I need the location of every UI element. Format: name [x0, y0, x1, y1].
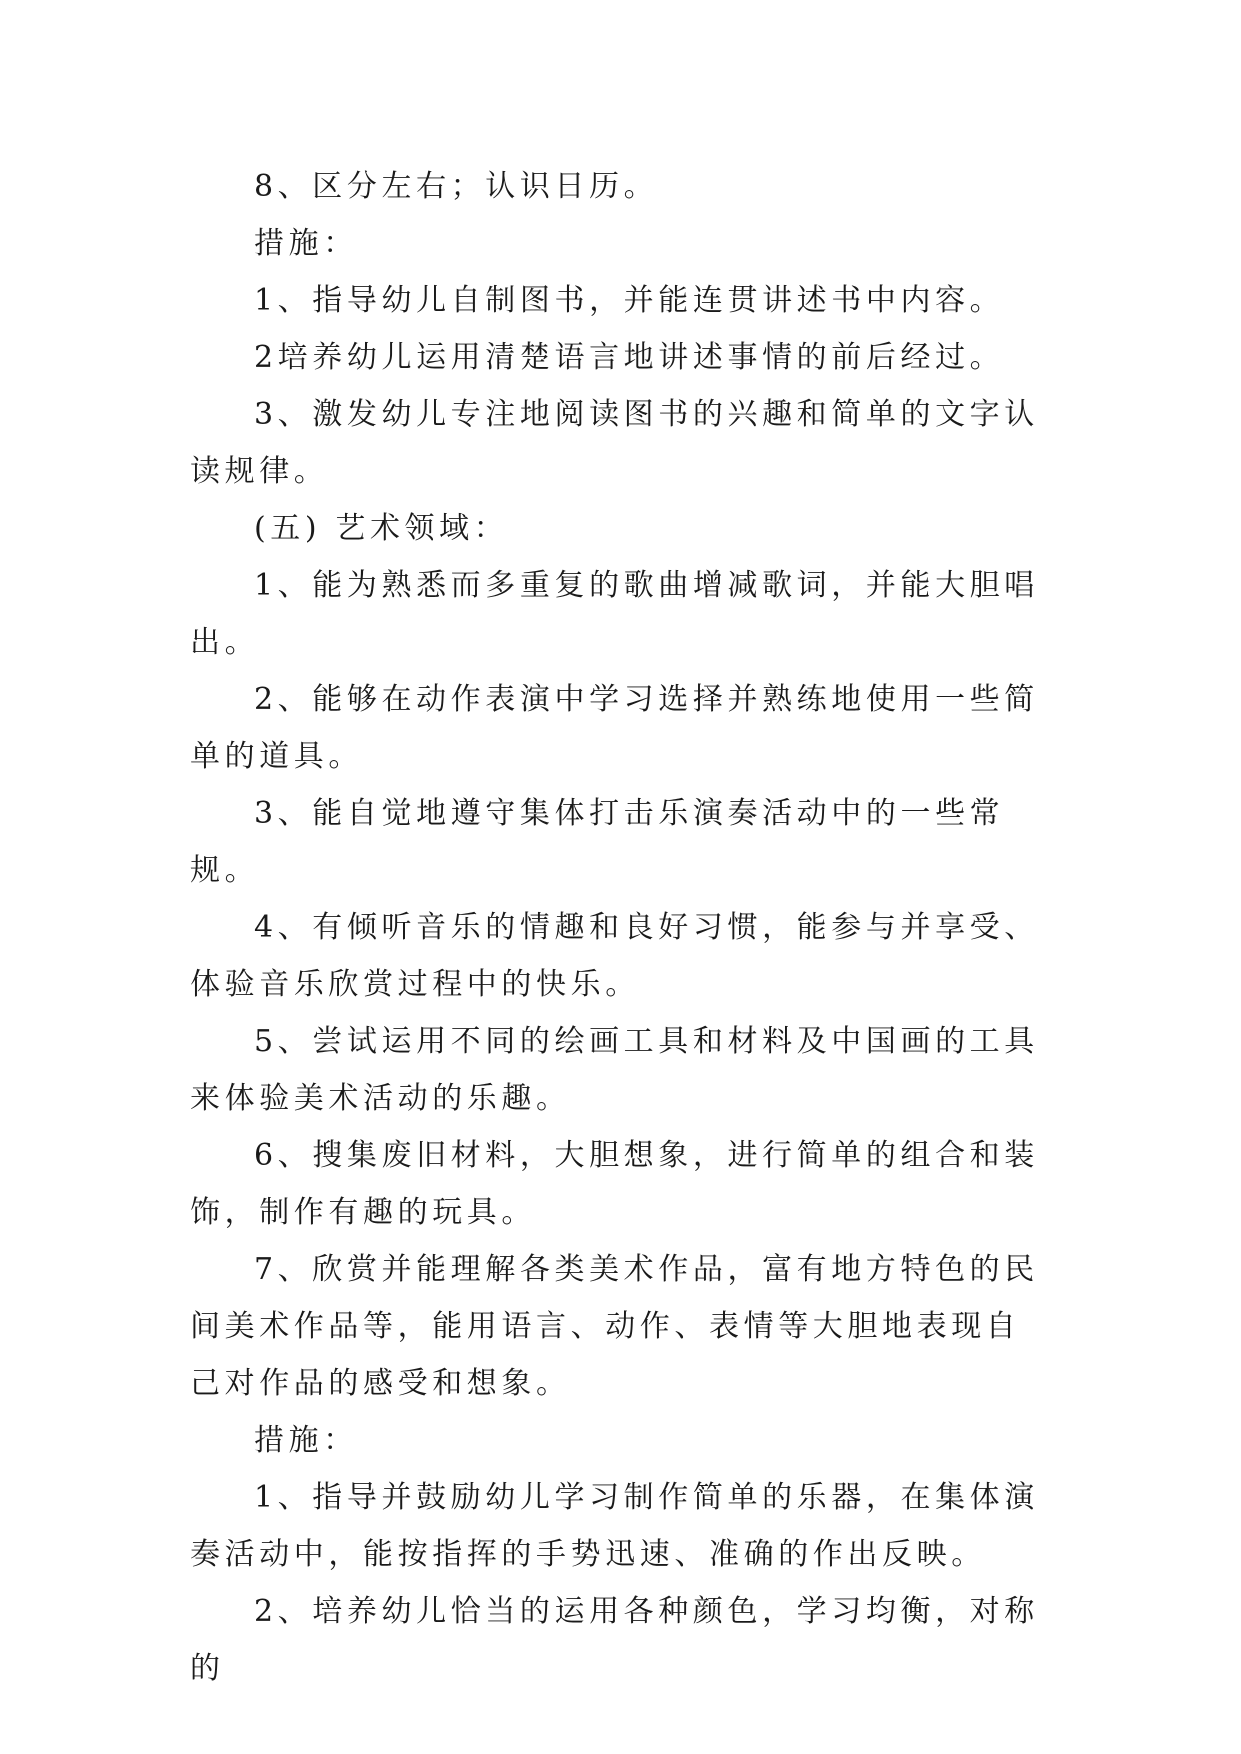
paragraph: 3、能自觉地遵守集体打击乐演奏活动中的一些常规。 — [190, 796, 1005, 888]
paragraph: 5、尝试运用不同的绘画工具和材料及中国画的工具来体验美术活动的乐趣。 — [190, 1024, 1039, 1116]
paragraph: 1、指导并鼓励幼儿学习制作简单的乐器，在集体演奏活动中，能按指挥的手势迅速、准确的作出反映。 — [190, 1480, 1039, 1572]
document-body — [190, 158, 1050, 1697]
paragraph: 6、搜集废旧材料，大胆想象，进行简单的组合和装饰，制作有趣的玩具。 — [190, 1138, 1039, 1230]
paragraph: 3、激发幼儿专注地阅读图书的兴趣和简单的文字认读规律。 — [190, 397, 1039, 489]
section-heading-measures: 措施： — [254, 1423, 358, 1458]
section-heading-measures: 措施： — [254, 226, 358, 261]
paragraph: 1、能为熟悉而多重复的歌曲增减歌词，并能大胆唱出。 — [190, 568, 1039, 660]
paragraph: 7、欣赏并能理解各类美术作品，富有地方特色的民间美术作品等，能用语言、动作、表情等大胆地表现自己对作品的感受和想象。 — [190, 1252, 1039, 1401]
paragraph: 4、有倾听音乐的情趣和良好习惯，能参与并享受、体验音乐欣赏过程中的快乐。 — [190, 910, 1039, 1002]
paragraph: 2培养幼儿运用清楚语言地讲述事情的前后经过。 — [254, 340, 1005, 375]
section-heading-art: (五) 艺术领域： — [254, 511, 509, 546]
paragraph: 2、能够在动作表演中学习选择并熟练地使用一些简单的道具。 — [190, 682, 1039, 774]
paragraph: 8、区分左右；认识日历。 — [254, 169, 659, 204]
paragraph: 1、指导幼儿自制图书，并能连贯讲述书中内容。 — [254, 283, 1005, 318]
paragraph: 2、培养幼儿恰当的运用各种颜色，学习均衡，对称的 — [190, 1594, 1039, 1686]
